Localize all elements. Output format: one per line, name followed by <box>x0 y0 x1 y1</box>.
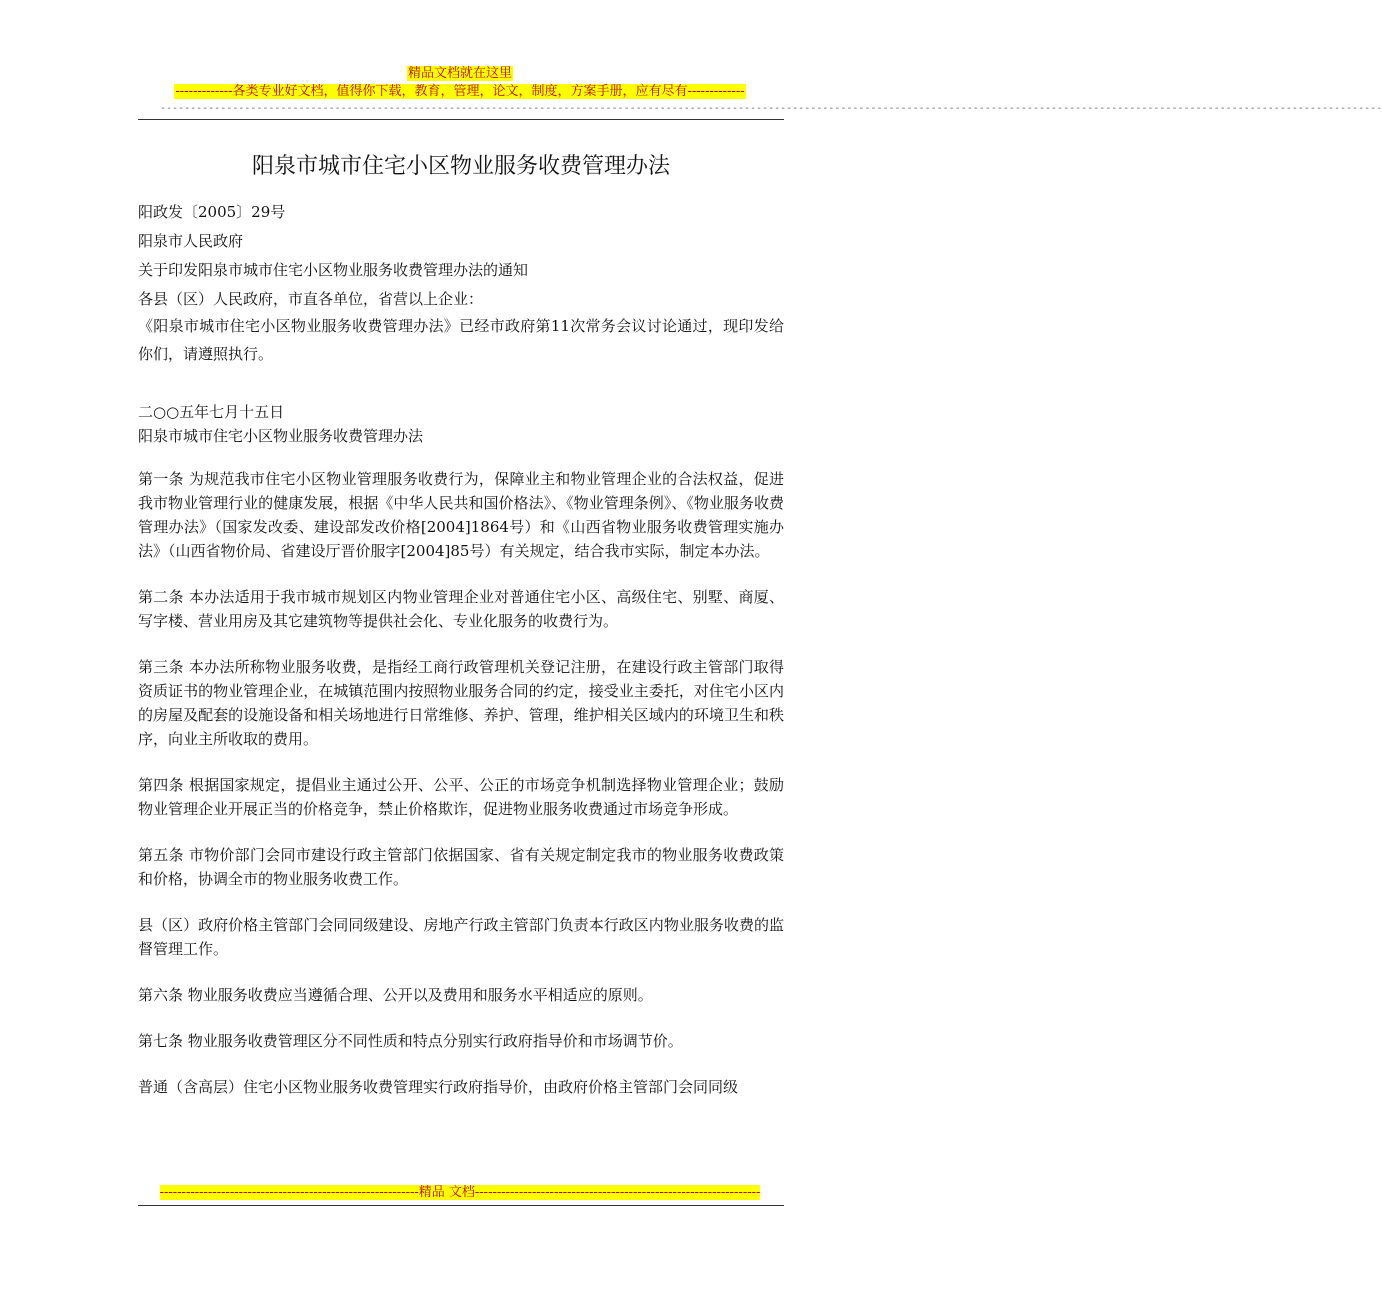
doc-number: 阳政发〔2005〕29号 <box>138 203 286 221</box>
notice-title: 关于印发阳泉市城市住宅小区物业服务收费管理办法的通知 <box>138 261 529 279</box>
header-dash-line: ----------------------------------------------------------------------------------------------------------------------------------------------------------------------------------------------------------- <box>160 103 1382 114</box>
article-5: 第五条 市物价部门会同市建设行政主管部门依据国家、省有关规定制定我市的物业服务收费政策和价格，协调全市的物业服务收费工作。 <box>138 846 784 888</box>
document-subtitle: 阳泉市城市住宅小区物业服务收费管理办法 <box>138 427 424 445</box>
banner-tagline: -------------各类专业好文档，值得你下载，教育，管理，论文，制度，方案手册，应有尽有------------- <box>175 84 745 99</box>
article-7: 第七条 物业服务收费管理区分不同性质和特点分别实行政府指导价和市场调节价。 <box>138 1032 683 1050</box>
article-1: 第一条 为规范我市住宅小区物业管理服务收费行为，保障业主和物业管理企业的合法权益，促进我市物业管理行业的健康发展，根据《中华人民共和国价格法》、《物业管理条例》、《物业服务收费管理办法》（国家发改委、建设部发改价格[2004]1864号）和《山西省物业服务收费管理实施办法》（山西省物价局、省建设厅晋价服字[2004]85号）有关规定，结合我市实际，制定本办法。 <box>138 470 784 560</box>
article-5-para-2: 县（区）政府价格主管部门会同同级建设、房地产行政主管部门负责本行政区内物业服务收费的监督管理工作。 <box>138 916 784 958</box>
notice-text <box>138 312 784 368</box>
article-6: 第六条 物业服务收费应当遵循合理、公开以及费用和服务水平相适应的原则。 <box>138 986 653 1004</box>
articles <box>138 467 784 1121</box>
footer-rule <box>138 1205 784 1206</box>
date-block <box>138 400 784 448</box>
issue-date: 二○○五年七月十五日 <box>138 403 285 421</box>
article-2: 第二条 本办法适用于我市城市规划区内物业管理企业对普通住宅小区、高级住宅、别墅、商厦、写字楼、营业用房及其它建筑物等提供社会化、专业化服务的收费行为。 <box>138 588 784 630</box>
footer-banner: -----------------------------------------------------------精品 文档----------------------------------------------------------------- <box>159 1185 761 1200</box>
issuer: 阳泉市人民政府 <box>138 232 244 250</box>
article-4: 第四条 根据国家规定，提倡业主通过公开、公平、公正的市场竞争机制选择物业管理企业；鼓励物业管理企业开展正当的价格竞争，禁止价格欺诈，促进物业服务收费通过市场竞争形成。 <box>138 776 784 818</box>
banner-title: 精品文档就在这里 <box>407 66 512 81</box>
article-3: 第三条 本办法所称物业服务收费，是指经工商行政管理机关登记注册，在建设行政主管部门取得资质证书的物业管理企业，在城镇范围内按照物业服务合同的约定，接受业主委托，对住宅小区内的房屋及配套的设施设备和相关场地进行日常维修、养护、管理，维护相关区域内的环境卫生和秩序，向业主所收取的费用。 <box>138 658 784 748</box>
recipients: 各县（区）人民政府，市直各单位，省营以上企业： <box>138 290 484 308</box>
header-rule <box>138 119 784 120</box>
document-title: 阳泉市城市住宅小区物业服务收费管理办法 <box>251 154 670 179</box>
document-meta <box>138 198 784 314</box>
article-7-para-2: 普通（含高层）住宅小区物业服务收费管理实行政府指导价，由政府价格主管部门会同同级 <box>138 1078 739 1096</box>
notice-body: 《阳泉市城市住宅小区物业服务收费管理办法》已经市政府第11次常务会议讨论通过，现印发给你们，请遵照执行。 <box>138 317 784 363</box>
